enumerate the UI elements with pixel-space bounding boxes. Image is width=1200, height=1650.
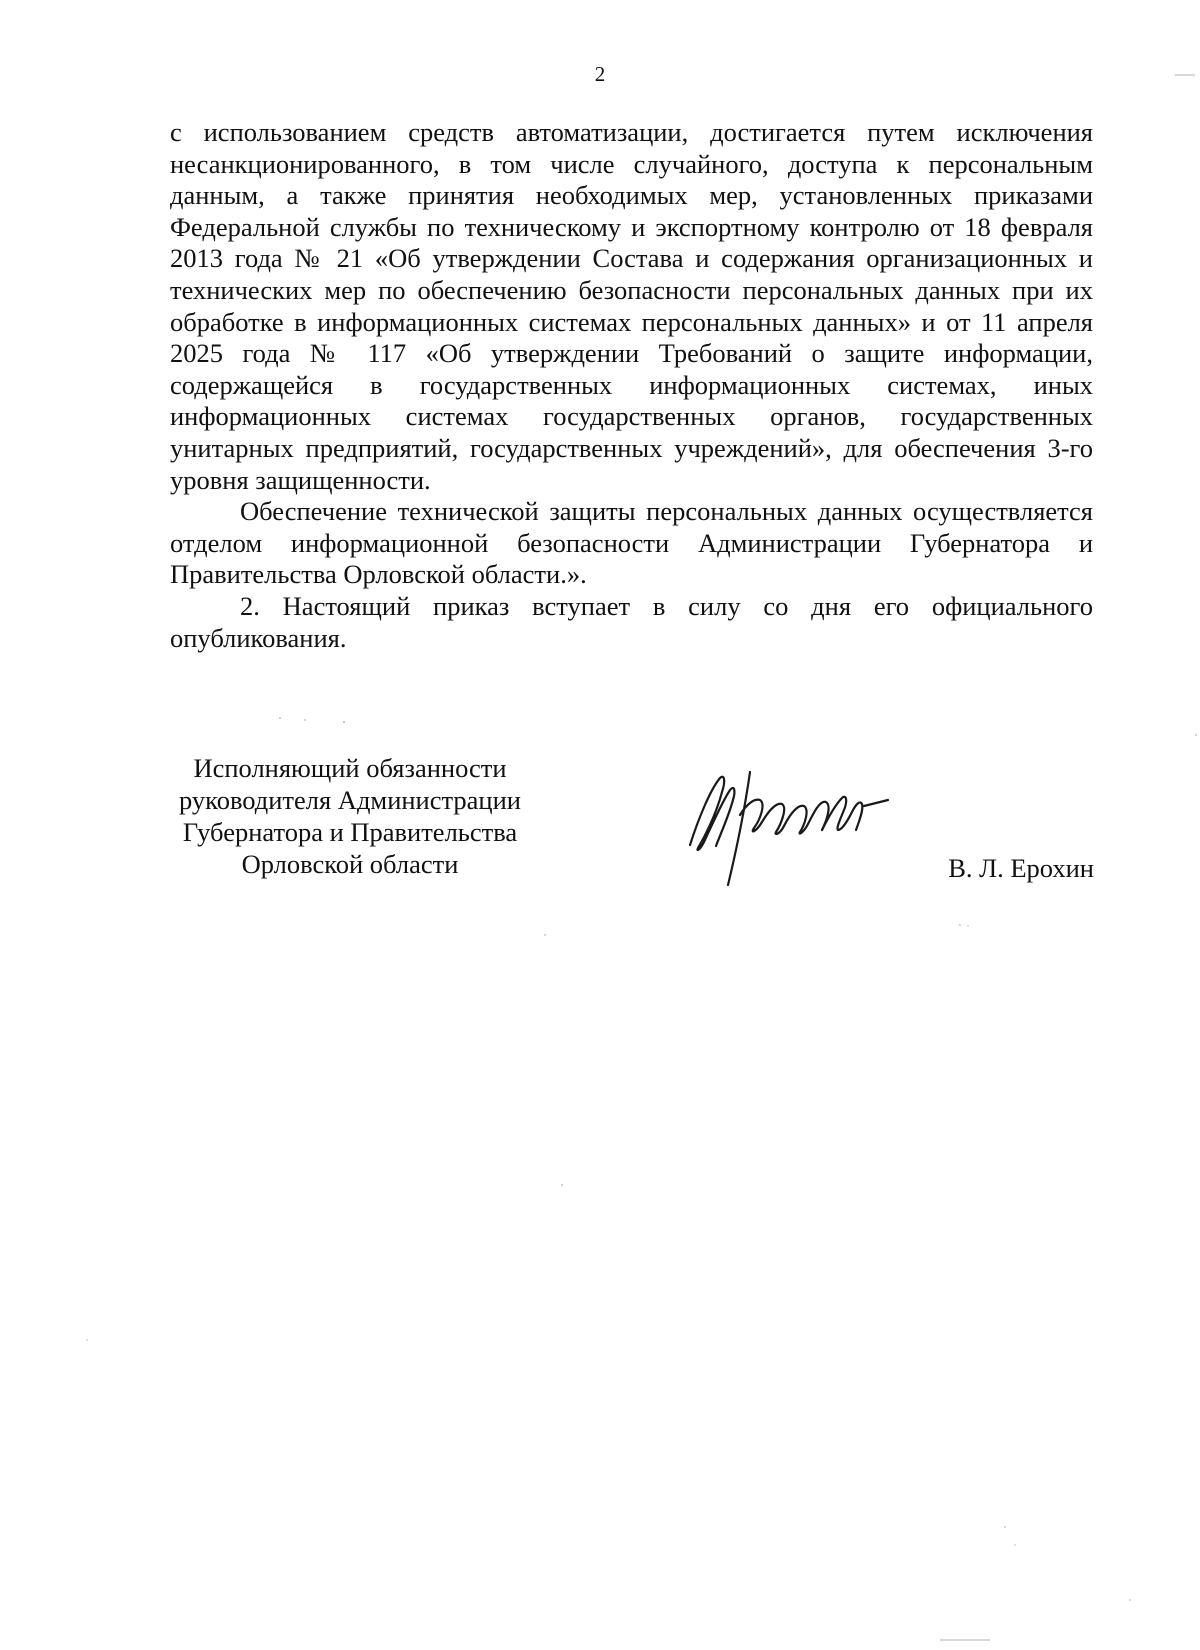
signatory-title-line: Орловской области [241, 849, 459, 879]
signer-name: В. Л. Ерохин [948, 853, 1094, 883]
paragraph-entry-into-force: 2. Настоящий приказ вступает в силу со дня его официального опубликования. [170, 590, 1093, 653]
paragraph-security-measures: с использованием средств автоматизации, достигается путем исключения несанкционированного, в том числе случайного, доступа к персональным данным, а также принятия необходимых мер, установленных приказами Федеральной службы по техническому и экспортному контролю от 18 февраля 2013 года № 21 «Об утверждении Состава и содержания организационных и технических мер по обеспечению безопасности персональных данных при их обработке в информационных системах персональных данных» и от 11 апреля 2025 года № 117 «Об утверждении Требований о защите информации, содержащейся в государственных информационных системах, иных информационных системах государственных органов, государственных унитарных предприятий, государственных учреждений», для обеспечения 3-го уровня защищенности. [170, 117, 1093, 495]
page-number: 2 [594, 62, 606, 86]
signatory-title-block [165, 752, 535, 880]
signatory-title-line: руководителя Администрации [179, 785, 521, 815]
handwritten-signature [680, 760, 920, 890]
paragraph-technical-protection: Обеспечение технической защиты персональных данных осуществляется отделом информационной безопасности Администрации Губернатора и Правительства Орловской области.». [170, 496, 1093, 590]
signatory-title-line: Губернатора и Правительства [182, 817, 518, 847]
signatory-title-line: Исполняющий обязанности [193, 753, 507, 783]
document-body [170, 117, 1093, 654]
